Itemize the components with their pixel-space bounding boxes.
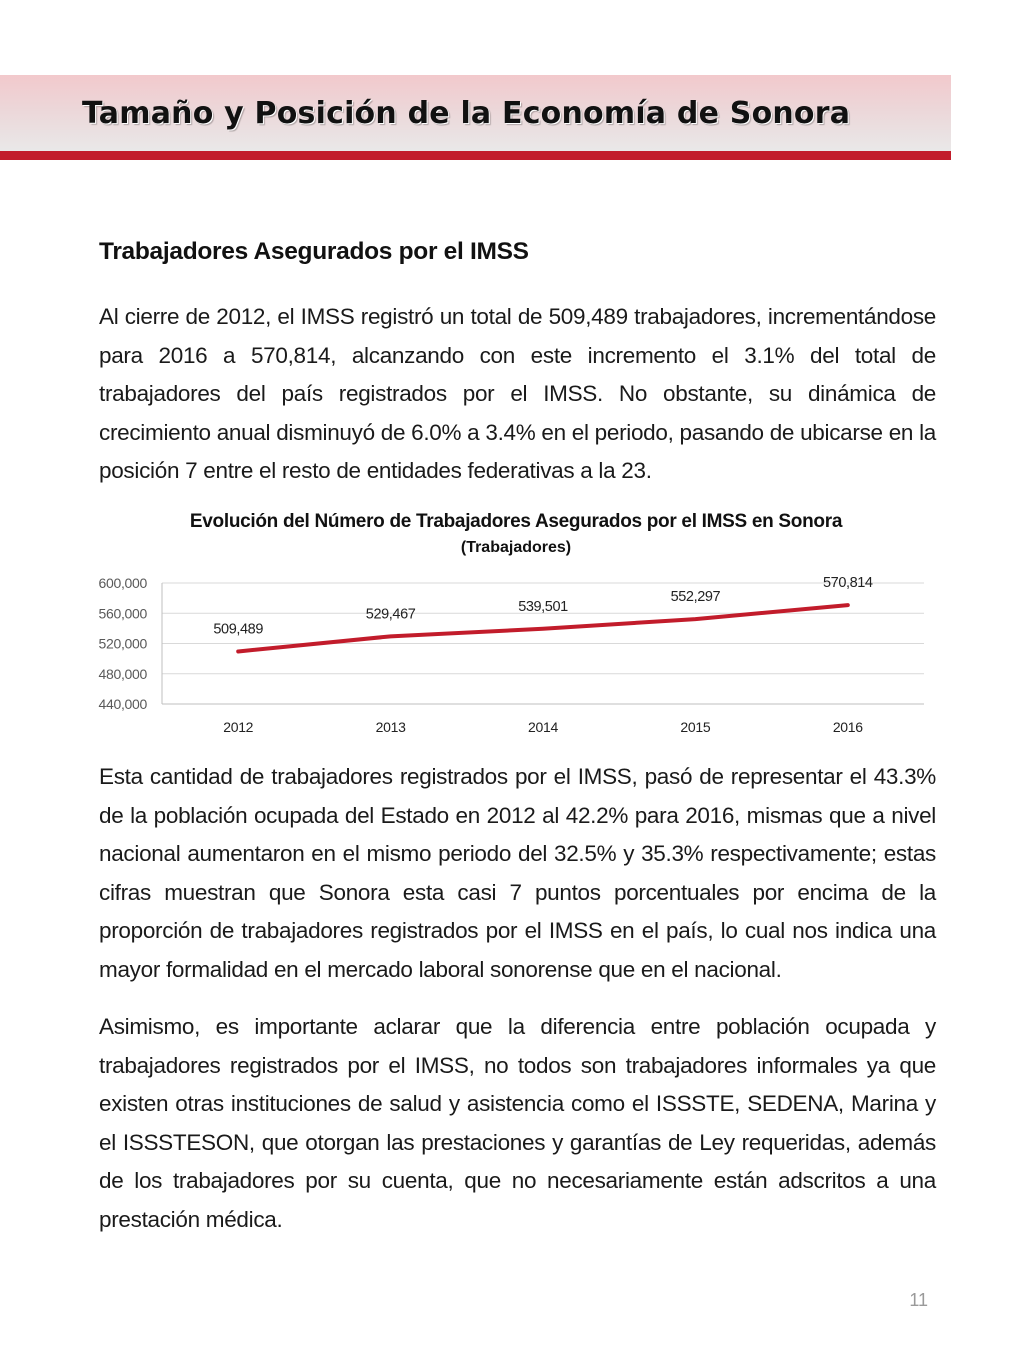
x-tick-label: 2012 [223,719,254,735]
y-tick-label: 520,000 [98,635,147,652]
data-label: 509,489 [213,621,264,638]
y-tick-label: 480,000 [98,665,147,682]
paragraph-intro: Al cierre de 2012, el IMSS registró un total de 509,489 trabajadores, incrementándose para 2016 a 570,814, alcanzando con este incremento el 3.1% del total de trabajadores del país registrados por el IMSS. No obstante, su dinámica de crecimiento anual disminuyó de 6.0% a 3.4% en el periodo, pasando de ubicarse en la posición 7 entre el resto de entidades federativas a la 23. [99,304,936,483]
x-tick-label: 2016 [832,719,863,735]
y-tick-label: 600,000 [98,575,147,591]
data-label: 570,814 [822,575,873,592]
line-chart [0,565,1024,745]
paragraph-clarification: Asimismo, es importante aclarar que la diferencia entre población ocupada y trabajadores registrados por el IMSS, no todos son trabajadores informales ya que existen otras instituciones de salud y asistencia como el ISSSTE, SEDENA, Marina y el ISSSTESON, que otorgan las prestaciones y garantías de Ley requeridas, además de los trabajadores por su cuenta, que no necesariamente están adscritos a una prestación médica. [99,1014,936,1232]
x-tick-label: 2015 [680,719,711,735]
data-label: 529,467 [365,606,416,623]
x-tick-label: 2014 [528,719,558,735]
data-label: 552,297 [670,589,721,606]
data-label: 539,501 [518,598,568,615]
page-number: 11 [909,1290,928,1310]
y-tick-label: 440,000 [98,696,147,712]
header-accent-line [0,151,951,160]
page-title: Tamaño y Posición de la Economía de Sonora [82,96,851,131]
chart-subtitle: (Trabajadores) [460,539,572,556]
y-tick-label: 560,000 [98,605,147,622]
chart-title: Evolución del Número de Trabajadores Asegurados por el IMSS en Sonora [189,511,843,532]
section-title: Trabajadores Asegurados por el IMSS [99,238,529,265]
paragraph-comparison: Esta cantidad de trabajadores registrados por el IMSS, pasó de representar el 43.3% de la población ocupada del Estado en 2012 al 42.2% para 2016, mismas que a nivel nacional aumentaron en el mismo periodo del 32.5% y 35.3% respectivamente; estas cifras muestran que Sonora esta casi 7 puntos porcentuales por encima de la proporción de trabajadores registrados por el IMSS en el país, lo cual nos indica una mayor formalidad en el mercado laboral sonorense que en el nacional. [99,764,936,982]
x-tick-label: 2013 [375,719,406,735]
